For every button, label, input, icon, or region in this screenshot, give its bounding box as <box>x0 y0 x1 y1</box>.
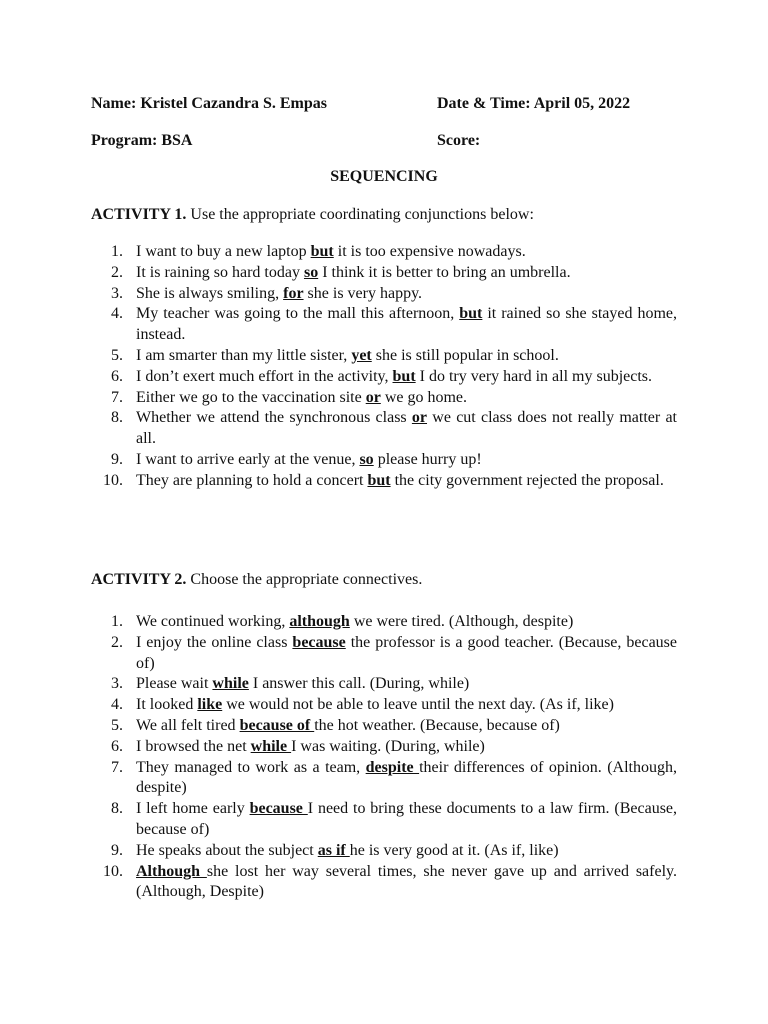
item-text: she lost her way several times, she never gave up and arrived safely. (Although, Despite) <box>136 862 677 901</box>
list-item <box>91 471 677 492</box>
list-item <box>91 263 677 284</box>
answer-word: for <box>283 284 304 302</box>
item-text: she is very happy. <box>303 284 423 302</box>
item-text: I was waiting. (During, while) <box>291 737 485 755</box>
item-text: I enjoy the online class <box>136 633 293 651</box>
date-time: Date & Time: April 05, 2022 <box>437 95 631 112</box>
item-number: 1. <box>111 243 123 260</box>
item-text: I do try very hard in all my subjects. <box>415 367 653 385</box>
item-text: we were tired. (Although, despite) <box>349 613 574 630</box>
list-item <box>91 367 677 388</box>
student-name: Name: Kristel Cazandra S. Empas <box>91 95 327 112</box>
item-text: I left home early <box>136 800 250 818</box>
answer-word: despite <box>365 758 420 776</box>
item-text: Either we go to the vaccination site <box>136 388 366 406</box>
item-number: 1. <box>111 613 123 630</box>
list-item <box>91 346 677 367</box>
list-item <box>91 695 677 716</box>
activity1-list <box>91 242 677 492</box>
item-text: We all felt tired <box>136 716 240 734</box>
list-item <box>91 862 677 904</box>
item-text: please hurry up! <box>373 450 482 468</box>
item-number: 2. <box>111 633 123 651</box>
list-item <box>91 450 677 471</box>
answer-word: because <box>249 800 308 818</box>
item-text: it is too expensive nowadays. <box>333 243 526 260</box>
list-item <box>91 284 677 305</box>
list-item <box>91 674 677 695</box>
item-text: their differences of opinion. (Although, despite) <box>136 758 677 797</box>
item-text: We continued working, <box>136 613 290 630</box>
item-text: Please wait <box>136 675 213 693</box>
item-text: we go home. <box>380 388 468 406</box>
answer-word: but <box>392 367 416 385</box>
answer-word: although <box>289 613 350 630</box>
item-text: I think it is better to bring an umbrella. <box>318 263 571 281</box>
answer-word: while <box>250 737 292 755</box>
page-title: SEQUENCING <box>330 168 438 185</box>
answer-word: but <box>367 471 391 489</box>
answer-word: but <box>459 305 483 323</box>
activity2-instruction: Choose the appropriate connectives. <box>186 571 423 588</box>
list-item <box>91 799 677 841</box>
item-number: 7. <box>111 758 123 776</box>
item-text: Whether we attend the synchronous class <box>136 409 412 427</box>
answer-word: as if <box>317 841 350 859</box>
activity2-heading <box>91 571 691 589</box>
item-number: 10. <box>103 471 123 489</box>
list-item <box>91 841 677 862</box>
item-number: 3. <box>111 675 123 693</box>
list-item <box>91 758 677 800</box>
item-text: the professor is a good teacher. (Because, because of) <box>136 633 678 672</box>
item-number: 4. <box>111 696 123 714</box>
item-text: it rained so she stayed home, instead. <box>136 305 677 344</box>
item-number: 5. <box>111 716 123 734</box>
answer-word: yet <box>351 346 372 364</box>
item-number: 9. <box>111 841 123 859</box>
item-text: we cut class does not really matter at all. <box>136 409 677 448</box>
item-text: I browsed the net <box>136 737 251 755</box>
item-number: 6. <box>111 367 123 385</box>
item-number: 3. <box>111 284 123 302</box>
list-item <box>91 408 677 450</box>
item-number: 8. <box>111 800 123 818</box>
item-text: I want to arrive early at the venue, <box>136 450 360 468</box>
item-text: I need to bring these documents to a law firm. (Because, because of) <box>136 800 678 838</box>
item-number: 9. <box>111 450 123 468</box>
item-text: we would not be able to leave until the next day. (As if, like) <box>222 696 614 714</box>
item-text: They are planning to hold a concert <box>136 471 368 489</box>
list-item <box>91 737 677 758</box>
item-text: I don’t exert much effort in the activity, <box>136 367 393 385</box>
item-text: I want to buy a new laptop <box>136 243 311 260</box>
item-text: It looked <box>136 696 198 714</box>
item-text: the hot weather. (Because, because of) <box>314 716 560 734</box>
item-text: My teacher was going to the mall this afternoon, <box>136 305 460 323</box>
list-item <box>91 716 677 737</box>
answer-word: or <box>411 409 428 427</box>
answer-word: because of <box>239 716 315 734</box>
answer-word: so <box>303 263 319 281</box>
list-item <box>91 304 677 346</box>
answer-word: but <box>310 243 334 260</box>
activity1-instruction: Use the appropriate coordinating conjunctions below: <box>186 206 534 223</box>
item-number: 6. <box>111 737 123 755</box>
activity1-heading <box>91 206 691 224</box>
answer-word: Although <box>136 862 207 880</box>
activity1-label: ACTIVITY 1. <box>91 206 187 223</box>
answer-word: while <box>212 675 249 693</box>
item-text: He speaks about the subject <box>136 841 318 859</box>
item-number: 2. <box>111 263 123 281</box>
item-number: 8. <box>111 409 123 427</box>
item-text: she is still popular in school. <box>371 346 559 364</box>
answer-word: because <box>292 633 346 651</box>
item-text: I am smarter than my little sister, <box>136 346 352 364</box>
program: Program: BSA <box>91 132 193 149</box>
list-item <box>91 388 677 409</box>
item-number: 7. <box>111 388 123 406</box>
item-number: 10. <box>103 862 123 880</box>
item-text: I answer this call. (During, while) <box>248 675 470 693</box>
item-text: It is raining so hard today <box>136 263 304 281</box>
answer-word: like <box>197 696 223 714</box>
item-number: 5. <box>111 346 123 364</box>
item-text: She is always smiling, <box>136 284 284 302</box>
answer-word: so <box>359 450 374 468</box>
item-text: They managed to work as a team, <box>136 758 366 776</box>
item-text: he is very good at it. (As if, like) <box>349 841 559 859</box>
item-text: the city government rejected the proposal. <box>390 471 664 489</box>
score-label: Score: <box>437 132 481 149</box>
list-item <box>91 242 677 263</box>
activity2-label: ACTIVITY 2. <box>91 571 187 588</box>
activity2-list <box>91 612 677 903</box>
list-item <box>91 612 677 633</box>
item-number: 4. <box>111 305 123 323</box>
answer-word: or <box>365 388 381 406</box>
list-item <box>91 633 677 675</box>
